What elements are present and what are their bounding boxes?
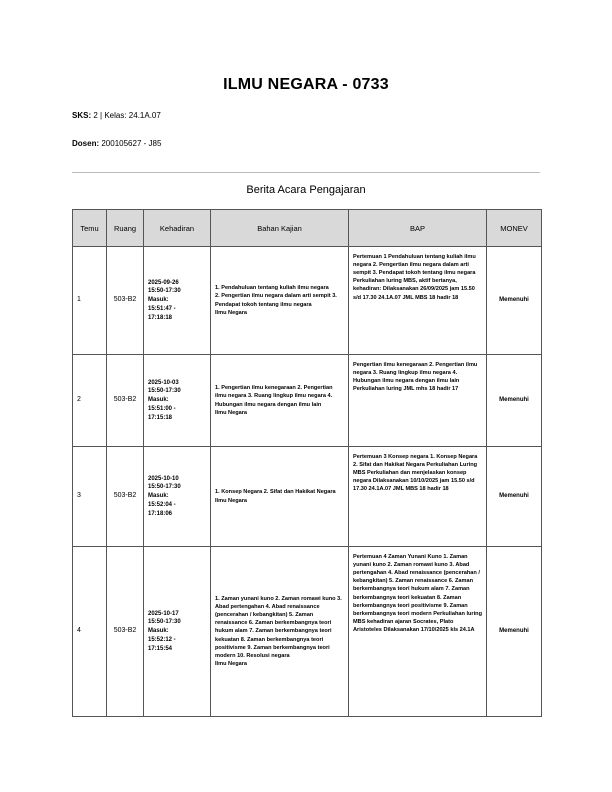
dosen-label: Dosen:: [72, 139, 100, 148]
dosen-value: 200105627 - J85: [101, 139, 162, 148]
kehadiran-schedule: 15:50-17:30: [148, 288, 181, 295]
document-title: ILMU NEGARA - 0733: [223, 76, 389, 93]
monev-cell: Memenuhi: [487, 547, 542, 717]
dosen-line: [72, 139, 161, 148]
kehadiran-out-time: 17:18:06: [148, 510, 173, 517]
temu-cell: 4: [73, 547, 107, 717]
header-temu: Temu: [73, 210, 107, 247]
header-monev: MONEV: [487, 210, 542, 247]
sks-kelas-line: [72, 111, 161, 120]
section-title: Berita Acara Pengajaran: [246, 184, 366, 196]
monev-cell: Memenuhi: [487, 447, 542, 547]
kajian-subject: Ilmu Negara: [215, 660, 248, 667]
bap-cell: Pertemuan 1 Pendahuluan tentang kuliah ilmu negara 2. Pengertian ilmu negara dalam arti sempit 3. Pendapat tokoh tentang ilmu negara Perkuliahan luring MBS, aktif bertanya, kehadiran: Dilaksanakan 26/09/2025 jam 15.50 s/d 17.30 24.1A.07 JML MBS 18 hadir 18: [349, 247, 487, 355]
kehadiran-schedule: 15:50-17:30: [148, 484, 181, 491]
monev-cell: Memenuhi: [487, 355, 542, 447]
table-row: [73, 247, 542, 355]
kehadiran-in-time: 15:52:12 -: [148, 636, 176, 643]
kehadiran-cell: [144, 355, 211, 447]
kehadiran-in-time: 15:52:04 -: [148, 501, 176, 508]
ruang-cell: 503-B2: [107, 447, 144, 547]
ruang-cell: 503-B2: [107, 355, 144, 447]
bap-cell: Pertemuan 3 Konsep negara 1. Konsep Negara 2. Sifat dan Hakikat Negara Perkuliahan Luring MBS Perkuliahan dan menjelaskan konsep negara Dilaksanakan 10/10/2025 jam 15.50 s/d 17.30 24.1A.07 JML MBS 18 hadir 18: [349, 447, 487, 547]
divider: [72, 172, 540, 173]
temu-cell: 1: [73, 247, 107, 355]
bahan-kajian-cell: [211, 547, 349, 717]
kehadiran-out-time: 17:15:54: [148, 645, 173, 652]
kehadiran-date: 2025-10-17: [148, 610, 179, 617]
header-bap: BAP: [349, 210, 487, 247]
kehadiran-in-time: 15:51:00 -: [148, 405, 176, 412]
kehadiran-date: 2025-09-26: [148, 279, 179, 286]
kehadiran-masuk-label: Masuk:: [148, 297, 169, 304]
header-kehadiran: Kehadiran: [144, 210, 211, 247]
kehadiran-cell: [144, 447, 211, 547]
kajian-subject: Ilmu Negara: [215, 309, 248, 316]
kehadiran-schedule: 15:50-17:30: [148, 388, 181, 395]
header-ruang: Ruang: [107, 210, 144, 247]
kajian-text: 1. Pengertian ilmu kenegaraan 2. Pengertian ilmu negara 3. Ruang lingkup ilmu negara 4. Hubungan ilmu negara dengan ilmu lain: [215, 385, 333, 408]
kehadiran-date: 2025-10-03: [148, 379, 179, 386]
monev-cell: Memenuhi: [487, 247, 542, 355]
table-row: [73, 547, 542, 717]
kajian-text: 1. Zaman yunani kuno 2. Zaman romawi kuno 3. Abad pertengahan 4. Abad renaissance (pencerahan / kebangkitan) 5. Zaman renaissance 6. Zaman berkembangnya teori hukum alam 7. Zaman berkembangnya teori kekuatan 8. Zaman berkembangnya teori positivisme 9. Zaman berkembangnya teori modern 10. Resolusi negara: [215, 596, 342, 659]
sks-label: SKS:: [72, 111, 92, 120]
bahan-kajian-cell: [211, 447, 349, 547]
temu-cell: 3: [73, 447, 107, 547]
table-row: [73, 447, 542, 547]
ruang-cell: 503-B2: [107, 247, 144, 355]
bap-cell: Pengertian ilmu kenegaraan 2. Pengertian ilmu negara 3. Ruang lingkup ilmu negara 4. Hubungan ilmu negara dengan ilmu lain Perkuliahan luring JML mhs 18 hadir 17: [349, 355, 487, 447]
ruang-cell: 503-B2: [107, 547, 144, 717]
header-bahan-kajian: Bahan Kajian: [211, 210, 349, 247]
kehadiran-masuk-label: Masuk:: [148, 397, 169, 404]
kajian-subject: Ilmu Negara: [215, 497, 248, 504]
kehadiran-cell: [144, 247, 211, 355]
bahan-kajian-cell: [211, 355, 349, 447]
bahan-kajian-cell: [211, 247, 349, 355]
table-header-row: [73, 210, 542, 247]
kehadiran-schedule: 15:50-17:30: [148, 619, 181, 626]
kajian-subject: Ilmu Negara: [215, 409, 248, 416]
kehadiran-date: 2025-10-10: [148, 475, 179, 482]
kehadiran-in-time: 15:51:47 -: [148, 305, 176, 312]
kajian-text: 2. Pengertian ilmu negara dalam arti sempit 3. Pendapat tokoh tentang ilmu negara: [215, 293, 337, 308]
table-row: [73, 355, 542, 447]
kajian-text: 1. Konsep Negara 2. Sifat dan Hakikat Negara: [215, 489, 336, 496]
bap-cell: Pertemuan 4 Zaman Yunani Kuno 1. Zaman yunani kuno 2. Zaman romawi kuno 3. Abad pertengahan 4. Abad renaissance (pencerahan / kebangkitan) 5. Zaman renaissance 6. Zaman berkembangnya teori hukum alam 7. Zaman berkembangnya teori kekuatan 8. Zaman berkembangnya teori positivisme 9. Zaman berkembangnya teori modern Perkuliahan luring MBS kehadiran ajaran Socrates, Plato Aristoteles Dilaksanakan 17/10/2025 kls 24.1A: [349, 547, 487, 717]
sks-kelas-value: 2 | Kelas: 24.1A.07: [93, 111, 161, 120]
kajian-text: 1. Pendahuluan tentang kuliah ilmu negara: [215, 285, 329, 292]
temu-cell: 2: [73, 355, 107, 447]
bap-table: [72, 209, 542, 717]
kehadiran-cell: [144, 547, 211, 717]
kehadiran-out-time: 17:18:18: [148, 314, 173, 321]
kehadiran-masuk-label: Masuk:: [148, 628, 169, 635]
kehadiran-out-time: 17:15:18: [148, 414, 173, 421]
kehadiran-masuk-label: Masuk:: [148, 493, 169, 500]
